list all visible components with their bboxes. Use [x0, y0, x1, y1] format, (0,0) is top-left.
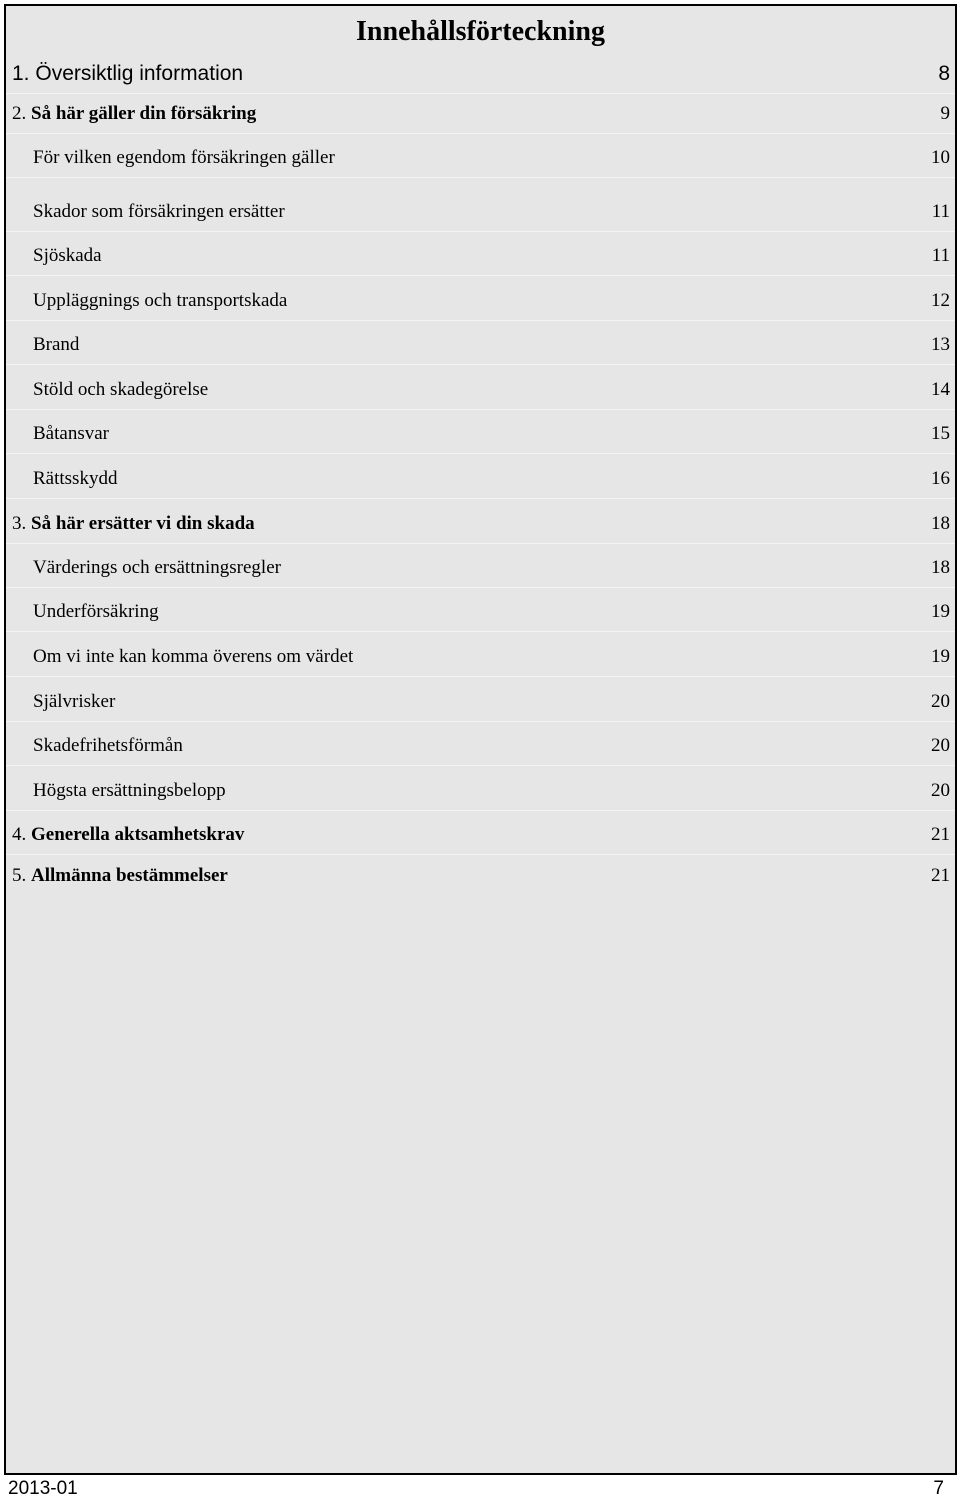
toc-entry-om-vi-inte-kan-komma-overens[interactable]: [6, 637, 955, 677]
toc-entry-allmanna-bestammelser[interactable]: [6, 856, 955, 896]
toc-entry-page: 15: [931, 423, 950, 444]
toc-entry-generella-aktsamhetskrav[interactable]: [6, 815, 955, 855]
toc-entry-skador-som-forsakringen-ersatter[interactable]: [6, 192, 955, 232]
toc-entry-page: 11: [931, 245, 950, 266]
toc-entry-label: Skador som försäkringen ersätter: [33, 201, 285, 222]
toc-entry-sa-har-ersatter-vi-din-skada[interactable]: [6, 504, 955, 544]
toc-entry-page: 20: [931, 691, 950, 712]
toc-entry-sjalvrisker[interactable]: [6, 682, 955, 722]
toc-entry-label: 2. Så här gäller din försäkring: [12, 103, 257, 124]
toc-entry-oversiktlig-information[interactable]: [6, 54, 955, 94]
toc-entry-label: Brand: [33, 334, 80, 355]
toc-entry-page: 9: [940, 103, 950, 124]
toc-entry-rattsskydd[interactable]: [6, 459, 955, 499]
toc-entry-hogsta-ersattningsbelopp[interactable]: [6, 771, 955, 811]
toc-entry-label: Värderings och ersättningsregler: [33, 557, 281, 578]
toc-entry-page: 12: [931, 290, 950, 311]
toc-entry-page: 14: [931, 379, 950, 400]
toc-entry-label: 1. Översiktlig information: [12, 62, 244, 85]
toc-entry-label: Om vi inte kan komma överens om värdet: [33, 646, 354, 667]
toc-entry-label: 5. Allmänna bestämmelser: [12, 865, 228, 886]
toc-entry-label: För vilken egendom försäkringen gäller: [33, 147, 335, 168]
toc-entry-varderings-och-ersattningsregler[interactable]: [6, 548, 955, 588]
toc-entry-underforsakring[interactable]: [6, 592, 955, 632]
toc-entry-page: 19: [931, 646, 950, 667]
toc-entry-page: 10: [931, 147, 950, 168]
toc-entry-for-vilken-egendom[interactable]: [6, 138, 955, 178]
toc-entry-label: Självrisker: [33, 691, 116, 712]
toc-entry-page: 13: [931, 334, 950, 355]
toc-entry-page: 19: [931, 601, 950, 622]
toc-entry-label: Uppläggnings och transportskada: [33, 290, 288, 311]
footer-page-number: 7: [933, 1478, 944, 1499]
toc-entry-page: 18: [931, 557, 950, 578]
page-title: Innehållsförteckning: [356, 16, 605, 47]
toc-entry-label: Högsta ersättningsbelopp: [33, 780, 226, 801]
toc-entry-brand[interactable]: [6, 325, 955, 365]
toc-entry-page: 21: [931, 824, 950, 845]
toc-entry-label: Båtansvar: [33, 423, 109, 444]
toc-entry-label: Skadefrihetsförmån: [33, 735, 183, 756]
toc-entry-page: 16: [931, 468, 950, 489]
footer-date: 2013-01: [8, 1478, 78, 1499]
toc-entry-label: 3. Så här ersätter vi din skada: [12, 513, 255, 534]
toc-entry-label: Underförsäkring: [33, 601, 159, 622]
toc-entry-label: 4. Generella aktsamhetskrav: [12, 824, 245, 845]
toc-entry-page: 18: [931, 513, 950, 534]
toc-entry-page: 8: [938, 62, 950, 85]
toc-entry-page: 21: [931, 865, 950, 886]
toc-entry-stold-och-skadegorelse[interactable]: [6, 370, 955, 410]
toc-entry-label: Stöld och skadegörelse: [33, 379, 209, 400]
toc-entry-sjoskada[interactable]: [6, 236, 955, 276]
toc-entry-label: Sjöskada: [33, 245, 102, 266]
toc-entry-page: 11: [931, 201, 950, 222]
toc-frame: [4, 4, 957, 1475]
toc-entry-page: 20: [931, 735, 950, 756]
toc-entry-label: Rättsskydd: [33, 468, 118, 489]
toc-entry-sa-har-galler-din-forsakring[interactable]: [6, 94, 955, 134]
toc-entry-upplaggnings-och-transportskada[interactable]: [6, 281, 955, 321]
toc-entry-batansvar[interactable]: [6, 414, 955, 454]
toc-entry-skadefrihetsforman[interactable]: [6, 726, 955, 766]
toc-entry-page: 20: [931, 780, 950, 801]
